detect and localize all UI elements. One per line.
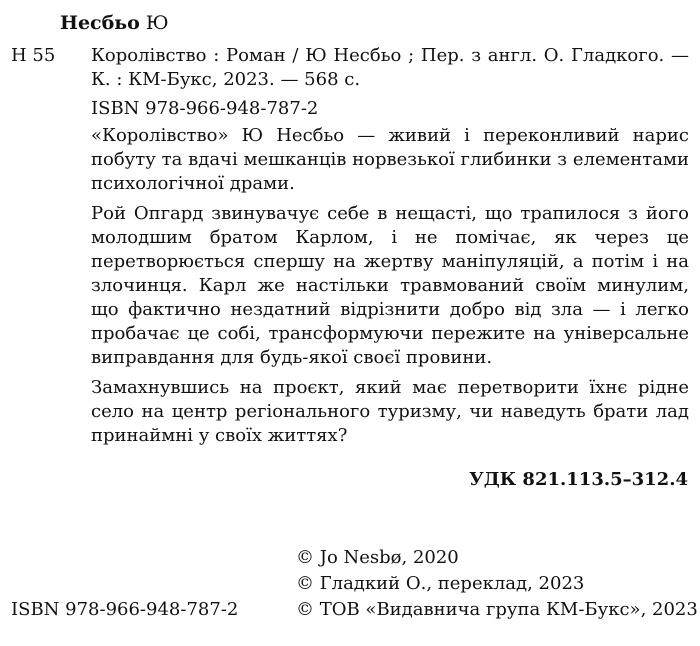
author-heading	[60, 11, 169, 35]
copyright-block	[296, 545, 698, 623]
annotation-paragraph: Замахнувшись на проєкт, який має перетворити їхнє рідне село на центр регіонального туризму, чи наведуть брати лад принаймні у своїх життях?	[91, 377, 689, 446]
catalog-isbn: ISBN 978-966-948-787-2	[91, 98, 319, 119]
copyright-line: © Jo Nesbø, 2020	[296, 547, 459, 568]
udc-code: УДК 821.113.5–312.4	[469, 469, 688, 490]
footer-isbn: ISBN 978-966-948-787-2	[11, 599, 239, 620]
copyright-line: © ТОВ «Видавнича група КМ-Букс», 2023	[296, 599, 698, 620]
bibliographic-entry: Королівство : Роман / Ю Несбьо ; Пер. з англ. О. Гладкого. — К. : КМ-Букс, 2023. — 568 с.	[91, 45, 689, 90]
copyright-line: © Гладкий О., переклад, 2023	[296, 573, 585, 594]
author-surname: Несбьо	[60, 12, 140, 34]
annotation	[91, 124, 689, 448]
author-initial: Ю	[145, 12, 169, 34]
annotation-paragraph: «Королівство» Ю Несбьо — живий і переконливий нарис побуту та вдачі мешканців норвезької глибинки з елементами психологічної драми.	[91, 125, 689, 194]
classification-code: Н 55	[11, 45, 56, 66]
annotation-paragraph: Рой Опгард звинувачує себе в нещасті, що трапилося з його молодшим братом Карлом, і не помічає, як через це перетворюється спершу на жертву маніпуляцій, а потім і на злочинця. Карл же настільки травмований своїм минулим, що фактично нездатний відрізнити добро від зла — і легко пробачає це собі, трансформуючи пережите на універсальне виправдання для будь-якої своєї провини.	[91, 203, 689, 368]
